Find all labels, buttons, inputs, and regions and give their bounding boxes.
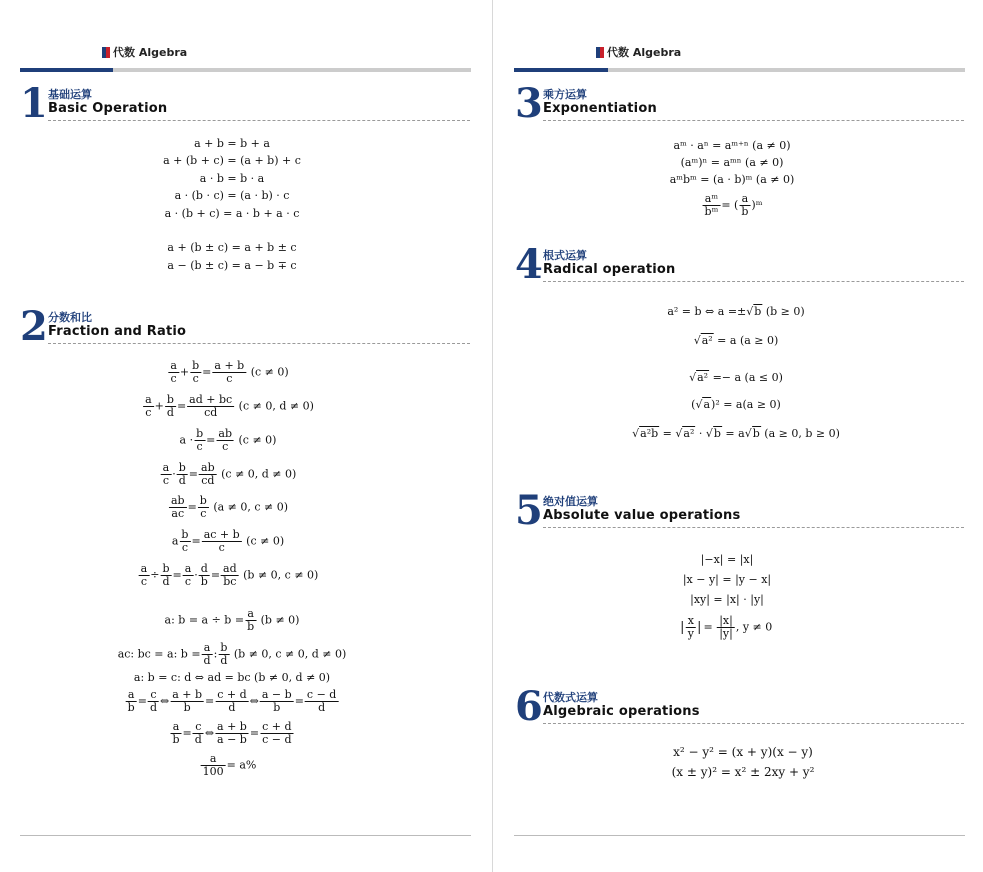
formula-percent: $\frac{a}{100}$ = a% — [202, 752, 257, 778]
formula-basic-6: a + (b ± c) = a + b ± c — [167, 241, 297, 254]
formula-basic-1: a + b = b + a — [194, 137, 270, 150]
formula-fraction-1: $\frac{a}{c}$ + $\frac{b}{c}$ = $\frac{a + b}{c}$ (c ≠ 0) — [170, 359, 289, 385]
right-page — [493, 0, 983, 872]
formula-fraction-3: a · $\frac{b}{c}$ = $\frac{ab}{c}$ (c ≠ 0) — [179, 427, 277, 453]
header-title: 代数 Algebra — [113, 46, 188, 59]
section-title-zh: 代数式运算 — [543, 691, 598, 704]
formula-ratio-2: ac: bc = a: b = $\frac{a}{d}$ : $\frac{b}{d}$ (b ≠ 0, c ≠ 0, d ≠ 0) — [117, 641, 347, 667]
formula-fraction-6: a $\frac{b}{c}$ = $\frac{ac + b}{c}$ (c ≠ 0) — [171, 528, 285, 554]
section-title-en: Algebraic operations — [543, 704, 700, 719]
section-title-en: Radical operation — [543, 262, 676, 277]
bottom-rule — [20, 835, 471, 836]
formula-ratio-5: $\frac{a}{b}$ = $\frac{c}{d}$ ⇔ $\frac{a + b}{a - b}$ = $\frac{c + d}{c - d}$ — [172, 720, 292, 746]
flag-icon — [102, 47, 110, 58]
formula-basic-2: a + (b + c) = (a + b) + c — [163, 154, 301, 167]
section-number: 1 — [20, 80, 48, 127]
formula-abs-4: $\frac{x}{y}$ = $\frac{|x|}{|y|}$ , y ≠ 0 — [682, 615, 773, 640]
formula-rad-3: √a² =− a (a ≤ 0) — [689, 371, 783, 384]
section-title-en: Fraction and Ratio — [48, 324, 187, 339]
formula-alg-1: x² − y² = (x + y)(x − y) — [673, 745, 813, 759]
formula-rad-1: a² = b ⇔ a =±√b (b ≥ 0) — [667, 305, 805, 318]
formula-abs-2: |x − y| = |y − x| — [682, 573, 772, 586]
formula-ratio-4: $\frac{a}{b}$ = $\frac{c}{d}$ ⇔ $\frac{a + b}{b}$ = $\frac{c + d}{d}$ ⇔ $\frac{a - b}{b}$ = $\frac{c - d}{d}$ — [127, 688, 337, 714]
top-rule-accent — [514, 68, 608, 72]
formula-exp-1: aᵐ · aⁿ = aᵐ⁺ⁿ (a ≠ 0) — [673, 139, 791, 152]
section-divider — [543, 120, 964, 121]
formula-exp-3: aᵐbᵐ = (a · b)ᵐ (a ≠ 0) — [669, 173, 795, 186]
formula-rad-2: √a² = a (a ≥ 0) — [693, 334, 779, 347]
formula-ratio-3: a: b = c: d ⇔ ad = bc (b ≠ 0, d ≠ 0) — [133, 671, 331, 684]
section-number: 4 — [515, 241, 543, 288]
section-number: 5 — [515, 487, 543, 534]
section-title-zh: 分数和比 — [48, 311, 92, 324]
formula-basic-3: a · b = b · a — [199, 172, 265, 185]
section-number: 6 — [515, 683, 543, 730]
section-number: 2 — [20, 303, 48, 350]
section-title-en: Absolute value operations — [543, 508, 741, 523]
top-rule — [20, 68, 471, 72]
top-rule — [514, 68, 965, 72]
formula-ratio-1: a: b = a ÷ b = $\frac{a}{b}$ (b ≠ 0) — [164, 607, 300, 633]
formula-exp-4: $\frac{\text{aᵐ}}{\text{bᵐ}}$ = ( $\frac{a}{b}$ )ᵐ — [704, 192, 763, 218]
section-divider — [543, 281, 964, 282]
formula-fraction-5: $\frac{ab}{ac}$ = $\frac{b}{c}$ (a ≠ 0, c ≠ 0) — [170, 494, 289, 520]
formula-fraction-4: $\frac{a}{c}$ · $\frac{b}{d}$ = $\frac{ab}{cd}$ (c ≠ 0, d ≠ 0) — [162, 461, 297, 487]
formula-fraction-2: $\frac{a}{c}$ + $\frac{b}{d}$ = $\frac{ad + bc}{cd}$ (c ≠ 0, d ≠ 0) — [145, 393, 314, 419]
flag-icon — [596, 47, 604, 58]
bottom-rule — [514, 835, 965, 836]
formula-abs-3: |xy| = |x| · |y| — [690, 593, 764, 606]
section-divider — [48, 120, 470, 121]
section-number: 3 — [515, 80, 543, 127]
section-divider — [543, 723, 964, 724]
page-header — [596, 44, 681, 60]
formula-abs-1: |−x| = |x| — [700, 553, 754, 566]
section-divider — [543, 527, 964, 528]
formula-basic-5: a · (b + c) = a · b + a · c — [164, 207, 300, 220]
section-title-zh: 绝对值运算 — [543, 495, 598, 508]
top-rule-accent — [20, 68, 113, 72]
formula-fraction-7: $\frac{a}{c}$ ÷ $\frac{b}{d}$ = $\frac{a}{c}$ · $\frac{d}{b}$ = $\frac{ad}{bc}$ (b ≠ 0, c ≠ 0) — [140, 562, 319, 588]
formula-basic-7: a − (b ± c) = a − b ∓ c — [167, 259, 297, 272]
page-header — [102, 44, 187, 60]
section-title-zh: 乘方运算 — [543, 88, 587, 101]
header-title: 代数 Algebra — [607, 46, 682, 59]
section-title-zh: 根式运算 — [543, 249, 587, 262]
section-title-en: Exponentiation — [543, 101, 657, 116]
section-divider — [48, 343, 470, 344]
formula-alg-2: (x ± y)² = x² ± 2xy + y² — [671, 765, 815, 779]
formula-basic-4: a · (b · c) = (a · b) · c — [174, 189, 290, 202]
formula-rad-4: (√a)² = a(a ≥ 0) — [691, 398, 781, 411]
formula-exp-2: (aᵐ)ⁿ = aᵐⁿ (a ≠ 0) — [680, 156, 784, 169]
section-title-en: Basic Operation — [48, 101, 168, 116]
section-title-zh: 基础运算 — [48, 88, 92, 101]
formula-rad-5: √a²b = √a² · √b = a√b (a ≥ 0, b ≥ 0) — [632, 427, 840, 440]
